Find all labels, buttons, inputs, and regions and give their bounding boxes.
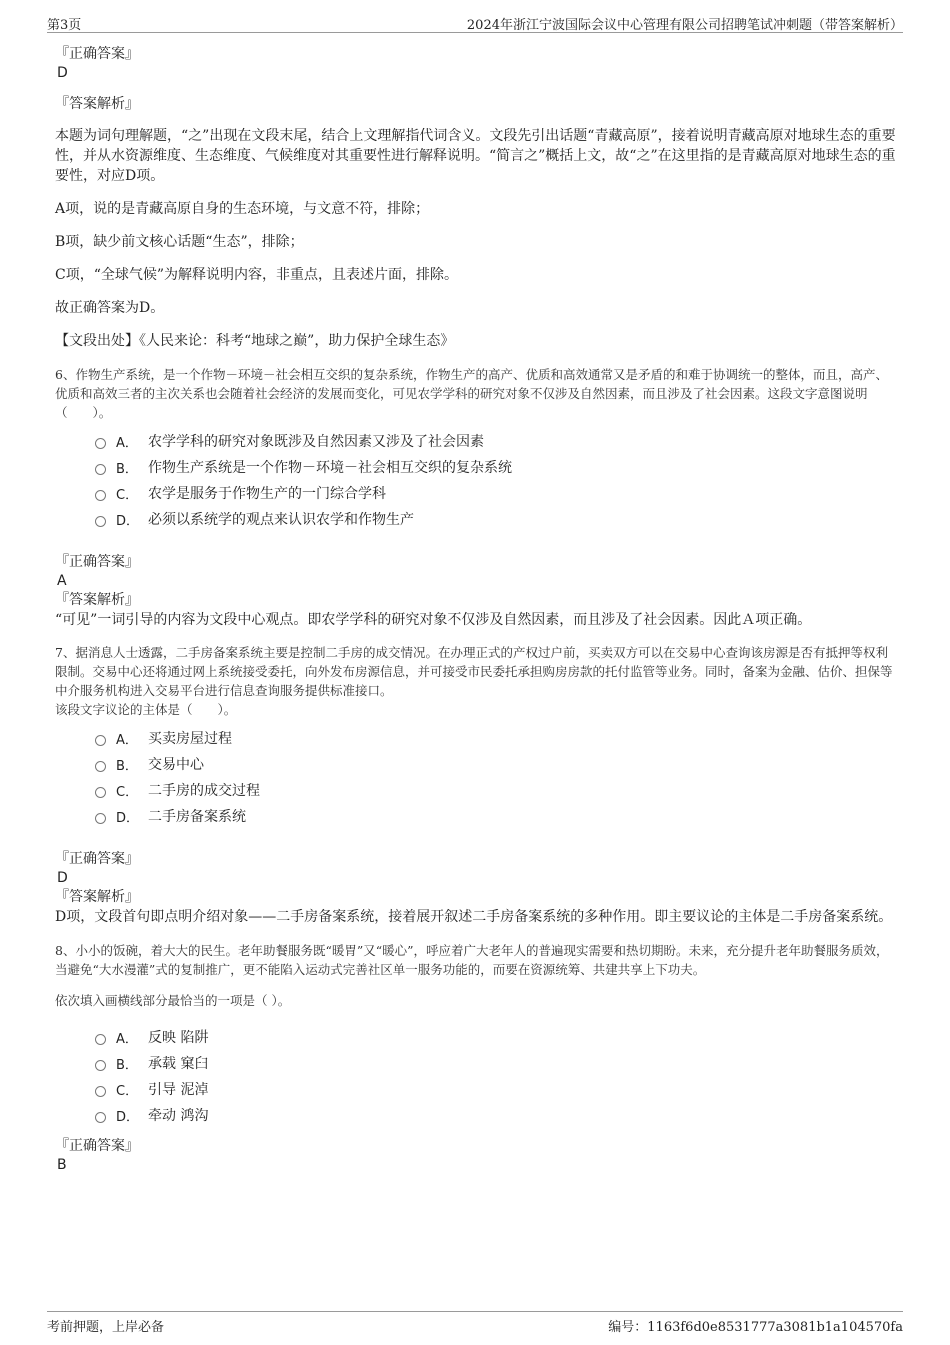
- q6-option-d[interactable]: D． 必须以系统学的观点来认识农学和作物生产: [95, 506, 897, 532]
- radio-icon[interactable]: [95, 735, 106, 746]
- q5-analysis-a: A项，说的是青藏高原自身的生态环境，与文意不符，排除；: [55, 201, 430, 217]
- q8-prompt: 依次填入画横线部分最恰当的一项是（ ）。: [55, 993, 291, 1008]
- analysis-label: 『答案解析』: [55, 96, 139, 112]
- radio-icon[interactable]: [95, 490, 106, 501]
- answer-label: 『正确答案』: [55, 1138, 139, 1154]
- radio-icon[interactable]: [95, 813, 106, 824]
- q8-option-d[interactable]: D． 牵动 鸿沟: [95, 1102, 897, 1128]
- q6-answer: A: [57, 573, 67, 589]
- q7-option-b[interactable]: B． 交易中心: [95, 751, 897, 777]
- radio-icon[interactable]: [95, 438, 106, 449]
- radio-icon[interactable]: [95, 1060, 106, 1071]
- document-title: 2024年浙江宁波国际会议中心管理有限公司招聘笔试冲刺题（带答案解析）: [466, 18, 903, 33]
- footer-slogan: 考前押题，上岸必备: [47, 1320, 165, 1335]
- radio-icon[interactable]: [95, 516, 106, 527]
- radio-icon[interactable]: [95, 761, 106, 772]
- radio-icon[interactable]: [95, 464, 106, 475]
- page-number: 第3页: [47, 18, 82, 33]
- radio-icon[interactable]: [95, 1086, 106, 1097]
- q5-answer: D: [57, 65, 68, 81]
- analysis-label: 『答案解析』: [55, 889, 139, 905]
- q8-option-c[interactable]: C． 引导 泥淖: [95, 1076, 897, 1102]
- q5-analysis-conclusion: 故正确答案为D。: [55, 300, 165, 316]
- answer-label: 『正确答案』: [55, 46, 139, 62]
- answer-label: 『正确答案』: [55, 851, 139, 867]
- q6-stem: 6、作物生产系统，是一个作物－环境－社会相互交织的复杂系统，作物生产的高产、优质和高效通常又是矛盾的和难于协调统一的整体，而且，高产、优质和高效三者的主次关系也会随着社会经济的发展而变化，可见农学学科的研究对象不仅涉及自然因素，而且涉及了社会因素。这段文字意图说明（ ）。: [55, 367, 888, 420]
- q7-option-c[interactable]: C． 二手房的成交过程: [95, 777, 897, 803]
- q8-answer: B: [57, 1157, 67, 1173]
- q7-stem: 7、据消息人士透露，二手房备案系统主要是控制二手房的成交情况。在办理正式的产权过户前，买卖双方可以在交易中心查询该房源是否有抵押等权利限制。交易中心还将通过网上系统接受委托，向外发布房源信息，并可接受市民委托承担购房房款的托付监管等业务。同时，备案为金融、估价、担保等中介服务机构进入交易平台进行信息查询服务提供标准接口。: [55, 645, 893, 698]
- page-header: [47, 12, 903, 33]
- q5-analysis-b: B项，缺少前文核心话题“生态”，排除；: [55, 234, 304, 250]
- q7-options: [95, 725, 897, 829]
- radio-icon[interactable]: [95, 1112, 106, 1123]
- q6-option-a[interactable]: A． 农学学科的研究对象既涉及自然因素又涉及了社会因素: [95, 428, 897, 454]
- q7-option-d[interactable]: D． 二手房备案系统: [95, 803, 897, 829]
- document-code: 编号：1163f6d0e8531777a3081b1a104570fa: [608, 1320, 903, 1335]
- q6-option-b[interactable]: B． 作物生产系统是一个作物－环境－社会相互交织的复杂系统: [95, 454, 897, 480]
- q8-option-b[interactable]: B． 承载 窠臼: [95, 1050, 897, 1076]
- answer-label: 『正确答案』: [55, 554, 139, 570]
- radio-icon[interactable]: [95, 787, 106, 798]
- q7-option-a[interactable]: A． 买卖房屋过程: [95, 725, 897, 751]
- q5-source: 【文段出处】《人民来论：科考“地球之巅”，助力保护全球生态》: [55, 333, 455, 349]
- q6-option-c[interactable]: C． 农学是服务于作物生产的一门综合学科: [95, 480, 897, 506]
- q5-analysis-c: C项，“全球气候”为解释说明内容，非重点，且表述片面，排除。: [55, 267, 459, 283]
- q7-prompt: 该段文字议论的主体是（ ）。: [55, 702, 237, 717]
- page-footer: [47, 1311, 903, 1336]
- q8-stem: 8、小小的饭碗，着大大的民生。老年助餐服务既“暖胃”又“暖心”，呼应着广大老年人的普遍现实需要和热切期盼。未来，充分提升老年助餐服务质效，当避免“大水漫灌”式的复制推广，更不能陷入运动式完善社区单一服务功能的，而要在资源统筹、共建共享上下功夫。: [55, 943, 889, 977]
- q8-option-a[interactable]: A． 反映 陷阱: [95, 1024, 897, 1050]
- q7-analysis: D项，文段首句即点明介绍对象——二手房备案系统，接着展开叙述二手房备案系统的多种作用。即主要议论的主体是二手房备案系统。: [55, 909, 893, 925]
- q7-answer: D: [57, 870, 68, 886]
- q5-analysis-main: 本题为词句理解题，“之”出现在文段末尾，结合上文理解指代词含义。文段先引出话题“青藏高原”，接着说明青藏高原对地球生态的重要性，并从水资源维度、生态维度、气候维度对其重要性进行解释说明。“简言之”概括上文，故“之”在这里指的是青藏高原对地球生态的重要性，对应D项。: [55, 128, 896, 184]
- page-content: [55, 44, 897, 1174]
- q6-analysis: “可见”一词引导的内容为文段中心观点。即农学学科的研究对象不仅涉及自然因素，而且涉及了社会因素。因此Ａ项正确。: [55, 612, 812, 628]
- q6-options: [95, 428, 897, 532]
- q8-options: [95, 1024, 897, 1128]
- analysis-label: 『答案解析』: [55, 592, 139, 608]
- radio-icon[interactable]: [95, 1034, 106, 1045]
